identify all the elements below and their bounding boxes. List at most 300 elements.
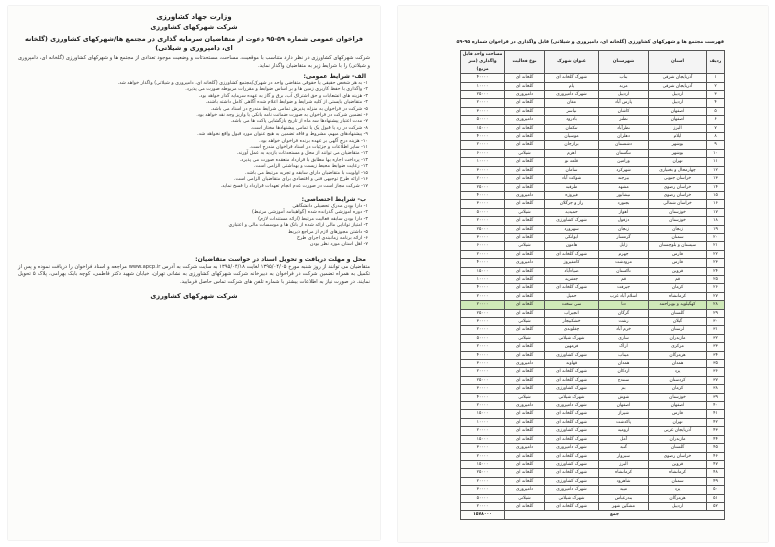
table-cell: خراسان جنوبی: [649, 175, 707, 183]
table-cell: برازجان: [545, 141, 599, 149]
table-cell: ۲۰: [707, 233, 725, 241]
column-header: عنوان شهرک: [545, 51, 599, 74]
condition-item: ۶- تضمین شرکت در فراخوان به صورت ضمانت نامه بانکی یا واریز وجه نقد خواهد بود.: [196, 113, 368, 119]
table-cell: دنا: [599, 301, 649, 309]
table-cell: ۳: [707, 91, 725, 99]
table-cell: ۳۰۰۰۰: [461, 318, 505, 326]
table-cell: قم: [599, 275, 649, 283]
table-cell: شهرک شیلاتی: [545, 334, 599, 342]
table-cell: بادرود: [545, 116, 599, 124]
table-cell: ۲۰۰۰۰: [461, 99, 505, 107]
table-cell: ۲۰۰۰۰: [461, 477, 505, 485]
table-cell: شهرک کشاورزی: [545, 460, 599, 468]
table-cell: دزفول: [599, 217, 649, 225]
table-cell: ۲۵۰۰۰: [461, 469, 505, 477]
table-cell: گلخانه ای: [505, 107, 545, 115]
table-cell: قزوین: [649, 460, 707, 468]
table-row: [461, 435, 725, 443]
condition-item: ۱۱- سایر اطلاعات و جزئیات در اسناد فراخوان مندرج است.: [249, 145, 368, 151]
table-row: [461, 418, 725, 426]
table-cell: گلخانه ای: [505, 74, 545, 82]
table-cell: خوزستان: [649, 217, 707, 225]
table-header-row: [461, 51, 725, 74]
table-cell: شهرک گلخانه ای: [545, 435, 599, 443]
table-cell: ۴۷: [707, 460, 725, 468]
table-row: [461, 427, 725, 435]
table-cell: ۵۰: [707, 486, 725, 494]
table-cell: دامپروری: [505, 91, 545, 99]
column-header: استان: [649, 51, 707, 74]
table-cell: ۲۸: [707, 301, 725, 309]
table-cell: گلخانه ای: [505, 166, 545, 174]
table-cell: خراسان شمالی: [649, 200, 707, 208]
table-cell: ۳۰۰۰۰: [461, 444, 505, 452]
table-cell: یام: [545, 82, 599, 90]
table-cell: سبزوار: [599, 452, 649, 460]
table-cell: شهرکرد: [599, 166, 649, 174]
table-cell: اصفهان: [599, 402, 649, 410]
table-cell: خوزستان: [649, 208, 707, 216]
table-cell: ۲۰۰۰۰: [461, 502, 505, 510]
table-cell: ۲۵: [707, 275, 725, 283]
company-heading: شرکت شهرکهای کشاورزی: [150, 23, 238, 31]
table-cell: ۵۰۰۰۰: [461, 494, 505, 502]
table-cell: گلخانه ای: [505, 217, 545, 225]
general-conditions-heading: الف- شرایط عمومی:: [303, 73, 366, 80]
table-cell: دامپروری: [505, 402, 545, 410]
table-cell: اردکان: [599, 368, 649, 376]
condition-item: ۲- دوره آموزشی گذرانده شده (گواهینامه آموزشی مرتبط): [252, 210, 368, 216]
table-cell: ۲۰۰۰۰: [461, 326, 505, 334]
table-cell: شهرک کشاورزی: [545, 351, 599, 359]
table-cell: ۲۵۰۰۰: [461, 183, 505, 191]
table-cell: گلخانه ای: [505, 368, 545, 376]
table-cell: ۲۹: [707, 309, 725, 317]
table-cell: ۴۳: [707, 427, 725, 435]
table-row: [461, 183, 725, 191]
table-row: [461, 166, 725, 174]
table-row: [461, 133, 725, 141]
column-header: مساحت واحد قابل واگذاری (متر مربع): [461, 51, 505, 74]
table-cell: شهرک گلخانه ای: [545, 502, 599, 510]
table-cell: سمنان: [649, 233, 707, 241]
table-cell: گلخانه ای: [505, 250, 545, 258]
table-cell: فارس: [649, 259, 707, 267]
table-row: [461, 158, 725, 166]
table-cell: شهرک کشاورزی: [545, 385, 599, 393]
table-row: [461, 318, 725, 326]
table-cell: ۳۰۰۰۰: [461, 200, 505, 208]
table-cell: شهرک شیلاتی: [545, 494, 599, 502]
table-row: [461, 250, 725, 258]
column-header: نوع فعالیت: [505, 51, 545, 74]
table-cell: مشهد: [599, 183, 649, 191]
table-cell: شوکت آباد: [545, 175, 599, 183]
table-cell: گلستان: [649, 444, 707, 452]
table-cell: گلخانه ای: [505, 124, 545, 132]
table-cell: شهرک دامپروری: [545, 444, 599, 452]
table-cell: تهران: [649, 418, 707, 426]
table-cell: گلخانه ای: [505, 469, 545, 477]
condition-item: ۲- واگذاری با حفظ کاربری زمین ها و بر اساس ضوابط و مقررات مربوطه صورت می پذیرد.: [185, 87, 368, 93]
table-cell: ۲۰۰۰۰: [461, 427, 505, 435]
table-cell: تهران: [649, 158, 707, 166]
table-cell: شهرک گلخانه ای: [545, 410, 599, 418]
table-cell: شهرک گلخانه ای: [545, 284, 599, 292]
table-cell: کهگیلویه و بویراحمد: [649, 301, 707, 309]
table-row: [461, 301, 725, 309]
table-cell: ۷: [707, 124, 725, 132]
table-cell: لرستان: [649, 326, 707, 334]
table-cell: خوزستان: [649, 393, 707, 401]
table-row: [461, 259, 725, 267]
table-cell: ۳۹: [707, 393, 725, 401]
table-cell: شهرک کشاورزی: [545, 477, 599, 485]
table-cell: کرمانشاه: [599, 469, 649, 477]
table-cell: بوشهر: [649, 141, 707, 149]
table-cell: بندرعباس: [599, 494, 649, 502]
table-row: [461, 124, 725, 132]
table-cell: آذربایجان شرقی: [649, 74, 707, 82]
table-cell: میبد: [599, 486, 649, 494]
table-cell: ۱۳: [707, 175, 725, 183]
table-cell: ۴۰۰۰۰: [461, 191, 505, 199]
table-cell: ۴۰۰۰۰: [461, 351, 505, 359]
table-cell: گلخانه ای: [505, 158, 545, 166]
table-cell: خراسان رضوی: [649, 452, 707, 460]
settlements-table-wrapper: [460, 50, 724, 520]
table-cell: ۵۰۰۰۰: [461, 116, 505, 124]
table-cell: ۲۳: [707, 259, 725, 267]
table-cell: ۲۵۰۰۰: [461, 309, 505, 317]
table-page: [398, 6, 768, 542]
condition-item: ۱۴- رعایت ضوابط محیط زیست و بهداشتی الزامی است.: [254, 164, 368, 170]
table-cell: ۱۴: [707, 183, 725, 191]
table-cell: کرمان: [649, 284, 707, 292]
table-cell: ۳۰۰۰۰: [461, 360, 505, 368]
announcement-page: [8, 6, 380, 540]
table-cell: ۵۲: [707, 502, 725, 510]
table-row: [461, 149, 725, 157]
table-cell: دهلران: [599, 133, 649, 141]
table-cell: مغان: [545, 99, 599, 107]
table-cell: ۲۴: [707, 267, 725, 275]
condition-item: ۱۲- متقاضیان می توانند از محل و مستحدثات بازدید به عمل آورند.: [236, 151, 368, 157]
submission-heading: محل و مهلت دریافت و تحویل اسناد در خواست متقاضیان:: [195, 255, 366, 263]
table-cell: کاشان: [599, 107, 649, 115]
table-cell: مشگین شهر: [599, 502, 649, 510]
table-cell: ۱۵۰۰۰: [461, 124, 505, 132]
table-cell: ۱۵۰۰۰: [461, 410, 505, 418]
table-cell: ۱۶: [707, 200, 725, 208]
condition-item: ۷- مدت اعتبار پیشنهادها سه ماه از تاریخ بازگشایی پاکت ها می باشد.: [230, 119, 368, 125]
table-cell: خرم آباد: [599, 326, 649, 334]
table-cell: تنکمان: [545, 124, 599, 132]
table-cell: البرز: [649, 124, 707, 132]
table-cell: گلخانه ای: [505, 133, 545, 141]
table-row: [461, 368, 725, 376]
table-cell: ۱۵۰۰۰: [461, 435, 505, 443]
table-row: [461, 393, 725, 401]
table-cell: ۵۰۰۰۰: [461, 334, 505, 342]
table-row: [461, 402, 725, 410]
table-cell: ۳۵: [707, 360, 725, 368]
special-conditions-list: [8, 204, 380, 249]
table-cell: دامپروری: [505, 486, 545, 494]
table-cell: گلخانه ای: [505, 351, 545, 359]
table-row: [461, 309, 725, 317]
closing-paragraph: متقاضیان می توانند از روز شنبه مورخ ۱۳۹۵/۰۴/۰۵ لغایت ۱۳۹۵/۰۴/۱۸ به سایت شرکت به آدرس www.apcp.ir مراجعه و اسناد فراخوان را دریافت نموده و پس از تکمیل به همراه تضمین شرکت در فراخوان به دبیرخانه شرکت شهرکهای کشاورزی به نشانی تهران، خیابان شهید دکتر فاطمی، کوچه بابک بهرامی، پلاک ۵ تحویل نمایند. در صورت نیاز به اطلاعات بیشتر با شماره تلفن های شرکت تماس حاصل فرمایید.: [18, 263, 370, 285]
table-cell: شهرک گلخانه ای: [545, 418, 599, 426]
table-row: [461, 486, 725, 494]
table-cell: شیلاتی: [505, 334, 545, 342]
table-cell: مازندران: [649, 334, 707, 342]
table-cell: ۸: [707, 133, 725, 141]
table-cell: ۴۰۰۰۰: [461, 133, 505, 141]
table-cell: گلخانه ای: [505, 301, 545, 309]
table-cell: ۴۰۰۰۰: [461, 393, 505, 401]
table-cell: ۲۵۰۰۰: [461, 376, 505, 384]
table-cell: تنگستان: [599, 149, 649, 157]
table-cell: ۴: [707, 99, 725, 107]
table-row: [461, 326, 725, 334]
table-cell: ۲۰۰۰۰: [461, 402, 505, 410]
table-cell: راز و جرگلان: [545, 200, 599, 208]
table-cell: مرودشت: [599, 259, 649, 267]
table-cell: شهرک کشاورزی: [545, 217, 599, 225]
table-cell: ایلام: [649, 133, 707, 141]
table-cell: ۱۰۰۰۰: [461, 275, 505, 283]
condition-item: ۵- شرکت در فراخوان به منزله پذیرش تمامی شرایط مندرج در اسناد می باشد.: [210, 106, 368, 112]
table-row: [461, 233, 725, 241]
table-cell: ۴۰۰۰۰: [461, 259, 505, 267]
table-body: [461, 74, 725, 520]
table-cell: گلخانه ای: [505, 343, 545, 351]
total-row: [461, 511, 725, 519]
table-cell: یزد: [649, 368, 707, 376]
signature: شرکت شهرکهای کشاورزی: [150, 292, 238, 301]
table-cell: ۴۴: [707, 435, 725, 443]
table-cell: گلخانه ای: [505, 452, 545, 460]
table-cell: گلخانه ای: [505, 435, 545, 443]
table-title: فهرست مجتمع ها و شهرکهای کشاورزی (گلخانه ای، دامپروری و شیلاتی) قابل واگذاری در فراخوان شماره ۹۵-۵۹: [456, 40, 724, 45]
table-cell: ۳۲: [707, 334, 725, 342]
table-cell: گلستان: [649, 309, 707, 317]
table-cell: نظرآباد: [599, 124, 649, 132]
table-row: [461, 217, 725, 225]
table-cell: گلخانه ای: [505, 477, 545, 485]
table-cell: شوش: [599, 393, 649, 401]
table-cell: طرقبه: [545, 183, 599, 191]
table-cell: فرمهین: [545, 343, 599, 351]
table-cell: حمیل: [545, 292, 599, 300]
table-row: [461, 208, 725, 216]
table-cell: میناب: [599, 351, 649, 359]
table-cell: ۳۰۰۰۰: [461, 233, 505, 241]
table-cell: ۴۰۰۰۰: [461, 74, 505, 82]
table-cell: آذربایجان شرقی: [649, 82, 707, 90]
table-cell: کرمانشاه: [649, 292, 707, 300]
table-cell: شهرک دامپروری: [545, 91, 599, 99]
table-cell: گیلان: [649, 318, 707, 326]
table-cell: شیلاتی: [505, 318, 545, 326]
table-cell: ۱۵۰۰۰: [461, 460, 505, 468]
table-row: [461, 460, 725, 468]
table-cell: ۴۰۰۰۰: [461, 284, 505, 292]
condition-item: ۴- امتیاز توانایی مالی ارائه شده از بانک ها و موسسات مالی و اعتباری: [228, 223, 368, 229]
table-cell: گلخانه ای: [505, 309, 545, 317]
table-cell: دامپروری: [505, 191, 545, 199]
condition-item: ۱۶- ارائه طرح توجیهی فنی و اقتصادی برای متقاضیان الزامی است.: [233, 177, 368, 183]
table-cell: آذربایجان غربی: [649, 427, 707, 435]
table-cell: دشتستان: [599, 141, 649, 149]
table-cell: گلخانه ای: [505, 418, 545, 426]
column-header: ردیف: [707, 51, 725, 74]
table-row: [461, 116, 725, 124]
table-cell: گلخانه ای: [505, 82, 545, 90]
table-cell: فیروزه: [545, 191, 599, 199]
table-cell: بم: [599, 385, 649, 393]
table-cell: شیلاتی: [505, 494, 545, 502]
condition-item: ۱۰- هزینه درج آگهی بر عهده برنده فراخوان خواهد بود.: [259, 138, 368, 144]
table-row: [461, 469, 725, 477]
table-cell: شهرک شیلاتی: [545, 393, 599, 401]
table-cell: اردبیل: [649, 99, 707, 107]
table-row: [461, 444, 725, 452]
table-cell: بوشهر: [649, 149, 707, 157]
table-cell: خراسان رضوی: [649, 191, 707, 199]
table-row: [461, 242, 725, 250]
table-cell: ۳۷: [707, 376, 725, 384]
table-cell: جهرم: [599, 250, 649, 258]
table-row: [461, 502, 725, 510]
table-cell: رشت: [599, 318, 649, 326]
table-cell: ۳۰۰۰۰: [461, 486, 505, 494]
table-cell: تاکستان: [599, 267, 649, 275]
table-cell: گلخانه ای: [505, 460, 545, 468]
table-cell: شیلاتی: [505, 393, 545, 401]
table-cell: ۳۰۰۰۰: [461, 107, 505, 115]
ministry-heading: وزارت جهاد کشاورزی: [156, 13, 232, 21]
table-cell: ۴۰: [707, 402, 725, 410]
table-row: [461, 376, 725, 384]
table-cell: موسیان: [545, 133, 599, 141]
condition-item: ۱- دارا بودن مدرک تحصیلی دانشگاهی: [292, 203, 368, 209]
table-row: [461, 334, 725, 342]
table-cell: ۲۰۰۰۰: [461, 175, 505, 183]
table-cell: شیلاتی: [505, 242, 545, 250]
table-cell: شهرک گلخانه ای: [545, 469, 599, 477]
table-row: [461, 360, 725, 368]
table-row: [461, 343, 725, 351]
settlements-table: [460, 50, 725, 520]
table-cell: زنجان: [599, 225, 649, 233]
table-cell: کامفیروز: [545, 259, 599, 267]
table-cell: قهاوند: [545, 360, 599, 368]
announcement-title: فراخوان عمومی شماره ۵۹-۹۵ دعوت از متقاضیان سرمایه گذاری در مجتمع ها/شهرکهای کشاورزی (گلخانه ای، دامپروری و شیلاتی): [24, 35, 364, 52]
table-cell: قلعه نو: [545, 158, 599, 166]
table-cell: یزد: [649, 486, 707, 494]
table-cell: گلخانه ای: [505, 225, 545, 233]
table-cell: شهرک گلخانه ای: [545, 376, 599, 384]
table-cell: ۳۰: [707, 318, 725, 326]
table-cell: هرمزگان: [649, 494, 707, 502]
table-cell: اصفهان: [649, 116, 707, 124]
table-cell: زنجان: [649, 225, 707, 233]
condition-item: ۹- پیشنهادهای مبهم، مشروط و فاقد تضمین به هیچ عنوان مورد قبول واقع نخواهد شد.: [197, 132, 368, 138]
table-cell: شهرک دامپروری: [545, 402, 599, 410]
table-cell: نطنز: [599, 116, 649, 124]
total-value: ۱۵۷۸۰۰۰: [461, 511, 505, 519]
table-cell: نیاسر: [545, 107, 599, 115]
table-cell: ۳۶: [707, 368, 725, 376]
intro-paragraph: شرکت شهرکهای کشاورزی در نظر دارد متناسب با موقعیت، مساحت، مستحدثات و وضعیت موجود تعدادی از مجتمع ها و شهرکهای کشاورزی (گلخانه ای، دامپروری و شیلاتی) را با شرایط زیر به متقاضیان واگذار نماید.: [18, 55, 370, 69]
table-cell: ۱۰۰۰۰: [461, 158, 505, 166]
table-cell: گلخانه ای: [505, 427, 545, 435]
table-row: [461, 200, 725, 208]
table-cell: همدان: [599, 360, 649, 368]
table-cell: ۲۰۰۰۰: [461, 301, 505, 309]
table-row: [461, 74, 725, 82]
condition-item: ۵- داشتن مجوزهای لازم از مراجع ذیربط: [288, 229, 368, 235]
table-cell: گلخانه ای: [505, 175, 545, 183]
table-cell: ۳۰۰۰۰: [461, 166, 505, 174]
table-cell: حمیدیه: [545, 208, 599, 216]
table-cell: بیرجند: [599, 175, 649, 183]
table-cell: قزوین: [649, 267, 707, 275]
table-cell: هامون: [545, 242, 599, 250]
table-cell: اصفهان: [649, 402, 707, 410]
table-cell: سی سخت: [545, 301, 599, 309]
table-cell: ۱۰۰۰۰: [461, 82, 505, 90]
table-row: [461, 275, 725, 283]
table-row: [461, 225, 725, 233]
table-cell: ۴۶: [707, 452, 725, 460]
condition-item: ۶- ارائه برنامه زمانبندی اجرای طرح: [296, 235, 368, 241]
table-cell: نیشابور: [599, 191, 649, 199]
table-cell: شاهرود: [599, 477, 649, 485]
table-cell: سمنان: [649, 477, 707, 485]
table-cell: شیلاتی: [505, 208, 545, 216]
table-cell: ۱۰: [707, 149, 725, 157]
condition-item: ۷- اهل استان مورد نظر بودن: [309, 242, 368, 248]
table-cell: ۴۹: [707, 477, 725, 485]
table-cell: ۲۰۰۰۰: [461, 452, 505, 460]
condition-item: ۱۵- اولویت با متقاضیان دارای سابقه و تجربه مرتبط می باشد.: [245, 170, 368, 176]
table-cell: ۱۵: [707, 191, 725, 199]
table-cell: ۵۰۰۰۰: [461, 208, 505, 216]
special-conditions-heading: ب- شرایط اختصاصی:: [301, 195, 366, 203]
table-cell: دامپروری: [505, 360, 545, 368]
table-cell: دامپروری: [505, 259, 545, 267]
table-cell: ۲۰۰۰۰: [461, 368, 505, 376]
table-cell: جعفریه: [545, 275, 599, 283]
table-cell: ۲: [707, 82, 725, 90]
table-cell: چغلوندی: [545, 326, 599, 334]
table-cell: گلخانه ای: [505, 141, 545, 149]
table-cell: گلخانه ای: [505, 502, 545, 510]
table-row: [461, 91, 725, 99]
table-cell: گلخانه ای: [505, 99, 545, 107]
table-cell: ۵۱: [707, 494, 725, 502]
table-cell: ۲۰۰۰۰: [461, 141, 505, 149]
table-cell: ۳۳: [707, 343, 725, 351]
table-cell: شهرک کشاورزی: [545, 427, 599, 435]
table-cell: هرمزگان: [649, 351, 707, 359]
table-cell: فارس: [649, 250, 707, 258]
table-cell: شهرک دامپروری: [545, 486, 599, 494]
table-cell: دامپروری: [505, 116, 545, 124]
